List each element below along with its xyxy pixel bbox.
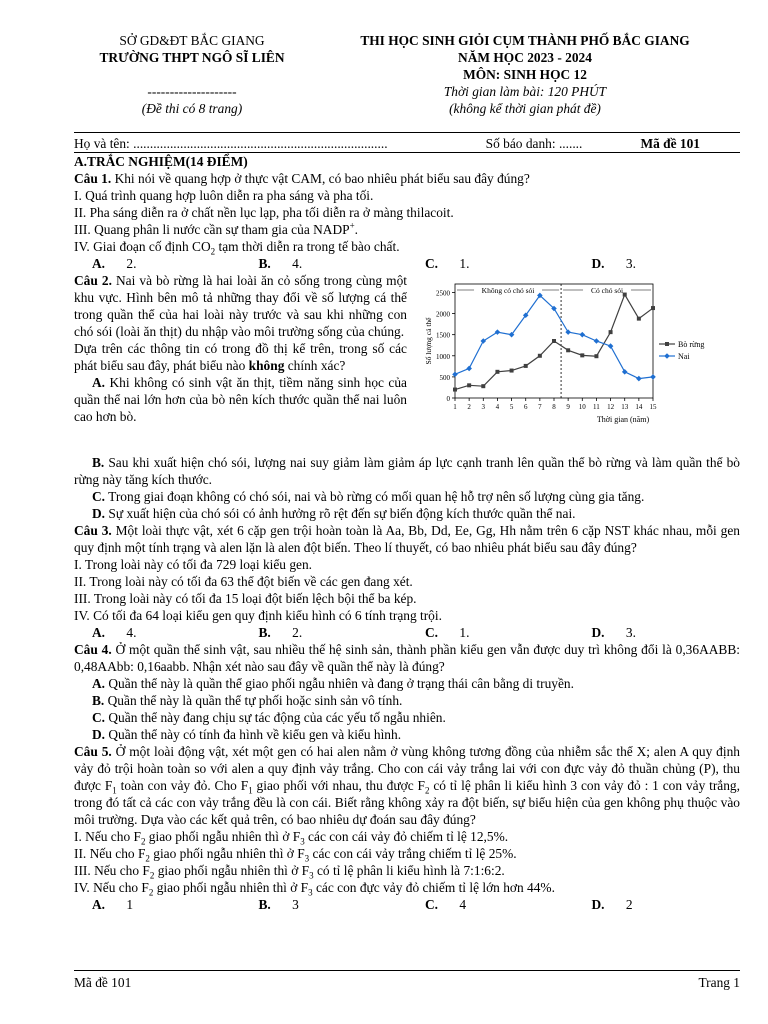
y-tick-label: 1500 (436, 331, 450, 340)
q5-sub: 2 (145, 853, 150, 864)
data-point (480, 338, 486, 344)
data-point (452, 372, 458, 378)
q4-opt-d[interactable] (74, 726, 740, 743)
data-point (467, 383, 471, 387)
opt-text: 3 (292, 897, 299, 912)
data-point (495, 329, 501, 335)
opt-letter: B. (258, 625, 271, 640)
x-tick-label: 8 (552, 403, 556, 411)
opt-letter: D. (591, 625, 605, 640)
opt-letter: B. (92, 455, 105, 470)
x-tick-label: 3 (481, 403, 486, 411)
opt-letter: B. (258, 256, 271, 271)
q5-s2-c: các con cái vảy trắng chiếm tỉ lệ 25%. (309, 846, 517, 861)
q2-question (74, 340, 407, 374)
q5-sub: 2 (424, 785, 430, 796)
sbd-field: Số báo danh: ....... (485, 136, 583, 151)
data-point (608, 343, 614, 349)
q1-opt-b[interactable] (241, 255, 408, 272)
school-name: TRƯỜNG THPT NGÔ SĨ LIÊN (99, 50, 285, 65)
opt-letter: B. (92, 693, 105, 708)
q3-s1: I. Trong loài này có tối đa 729 loại kiểu gen. (74, 557, 313, 572)
opt-text: 1 (126, 897, 134, 912)
period-label-wolf: Có chó sói (590, 286, 624, 295)
y-tick-label: 2500 (436, 289, 450, 298)
q3-s4: IV. Có tối đa 64 loại kiểu gen quy định kiểu hình có 6 tính trạng trội. (74, 608, 442, 623)
opt-text: Sau khi xuất hiện chó sói, lượng nai suy giảm làm giảm áp lực cạnh tranh lên quần thể bò rừng và làm quần thể bò rừng này tăng kích thước. (74, 455, 740, 487)
q5-opt-a[interactable] (74, 896, 241, 913)
data-point (453, 388, 457, 392)
q5-opt-d[interactable] (574, 896, 741, 913)
x-tick-label: 11 (593, 403, 600, 411)
q3-stem (74, 522, 740, 556)
opt-text: 4. (292, 256, 303, 271)
q5-s1-a: I. Nếu cho F (74, 829, 141, 844)
q1-opt-a[interactable] (74, 255, 241, 272)
period-label-no-wolf: Không có chó sói (481, 286, 535, 295)
opt-text: 4. (126, 625, 137, 640)
q5-s4-a: IV. Nếu cho F (74, 880, 149, 895)
q5-s3 (74, 862, 740, 879)
q2-text (74, 272, 407, 425)
q1-s1: I. Quá trình quang hợp luôn diễn ra pha sáng và pha tối. (74, 188, 374, 203)
opt-text: 4 (459, 897, 467, 912)
q3-s3: III. Trong loài này có tối đa 15 loại đột biến lệch bội thể ba kép. (74, 591, 417, 606)
q3-opt-a[interactable] (74, 624, 241, 641)
data-point (637, 317, 641, 321)
header-divider (74, 132, 740, 133)
data-point (524, 364, 528, 368)
opt-text: 2. (126, 256, 137, 271)
q5-s2 (74, 845, 740, 862)
divider-dashes: -------------------- (147, 84, 237, 99)
data-point (622, 369, 628, 375)
q5-s4 (74, 879, 740, 896)
exam-title: THI HỌC SINH GIỎI CỤM THÀNH PHỐ BẮC GIANG (360, 33, 690, 48)
q3-opt-d[interactable] (574, 624, 741, 641)
q2-stem (74, 272, 407, 340)
q1-s3-end: . (354, 222, 359, 237)
opt-letter: C. (92, 710, 106, 725)
school-block (74, 32, 310, 117)
data-point (594, 338, 600, 344)
opt-text: 3. (625, 625, 636, 640)
q5-opt-b[interactable] (241, 896, 408, 913)
data-point (651, 306, 655, 310)
opt-letter: C. (425, 897, 439, 912)
opt-text: Khi không có sinh vật ăn thịt, tiềm năng sinh học của quần thể nai lớn hơn của bò nên kích thước quần thể nai luôn cao hơn bò. (74, 375, 407, 424)
q5-sub: 1 (248, 785, 253, 796)
opt-text: Quần thể này là quần thể tự phối hoặc sinh sản vô tính. (107, 693, 403, 708)
x-axis-label: Thời gian (năm) (596, 415, 650, 424)
opt-letter: C. (425, 256, 439, 271)
q1-opt-c[interactable] (407, 255, 574, 272)
x-tick-label: 15 (649, 403, 657, 411)
school-year: NĂM HỌC 2023 - 2024 (458, 50, 592, 65)
x-tick-label: 4 (495, 403, 500, 411)
q5-sub: 2 (148, 887, 154, 898)
data-point (650, 374, 656, 380)
data-point (466, 366, 472, 372)
data-point (636, 376, 642, 382)
population-chart (419, 272, 739, 430)
q1-s4 (74, 238, 740, 255)
q5-s2-a: II. Nếu cho F (74, 846, 146, 861)
opt-letter: B. (258, 897, 271, 912)
q5-num: Câu 5. (74, 744, 112, 759)
y-tick-label: 500 (439, 373, 450, 382)
opt-letter: A. (92, 676, 106, 691)
data-point (495, 370, 499, 374)
q5-sub: 3 (309, 870, 314, 881)
subject: MÔN: SINH HỌC 12 (463, 67, 587, 82)
q5-s2-b: giao phối ngẫu nhiên thì ở F (149, 846, 305, 861)
y-tick-label: 1000 (436, 352, 450, 361)
opt-letter: D. (591, 897, 605, 912)
q3-opt-b[interactable] (241, 624, 408, 641)
opt-text: 3. (625, 256, 636, 271)
opt-text: Trong giai đoạn không có chó sói, nai và bò rừng có mối quan hệ hỗ trợ nên số lượng cùng gia tăng. (108, 489, 645, 504)
q5-stem-1: Ở một loài động vật, xét một gen có hai alen nằm ở vùng không tương đồng của nhiễm sắc thể X; alen A quy định vảy đỏ trội hoàn toàn so với alen a quy định vảy trắng. Cho con cái vảy trắng lai với con đực vảy đỏ thuần chủng (P), thu được F (74, 744, 740, 793)
q3-stem-text: Một loài thực vật, xét 6 cặp gen trội hoàn toàn là Aa, Bb, Dd, Ee, Gg, Hh nằm trên 6 cặp NST khác nhau, mỗi gen quy định một tính trạng và alen lặn là alen đột biến. Theo lí thuyết, có bao nhiêu phát biểu sau đây đúng? (74, 523, 740, 555)
x-tick-label: 1 (453, 403, 457, 411)
q2-opt-b[interactable] (74, 454, 740, 488)
x-tick-label: 10 (578, 403, 586, 411)
q5-options (74, 896, 740, 913)
legend-label: Nai (678, 352, 690, 361)
x-tick-label: 13 (621, 403, 629, 411)
exam-code: Mã đề 101 (640, 136, 700, 151)
y-axis-label: Số lượng cá thể (424, 317, 433, 365)
q5-sub: 1 (112, 785, 117, 796)
opt-text: 2. (292, 625, 303, 640)
opt-letter: A. (92, 256, 106, 271)
legend-marker (664, 353, 670, 359)
opt-text: Sự xuất hiện của chó sói có ảnh hưởng rõ rệt đến sự biến động kích thước quần thể nai. (108, 506, 576, 521)
exam-block (310, 32, 740, 117)
data-point (565, 329, 571, 335)
q5-sub: 2 (149, 870, 155, 881)
q2-stem-text: Nai và bò rừng là hai loài ăn cỏ sống trong cùng một khu vực. Hình bên mô tả những thay đổi về số lượng cá thể trong quần thể của hai loài này trước và sau khi những con chó sói (loài ăn thịt) du nhập vào môi trường sống của chúng. (74, 273, 407, 339)
data-point (594, 354, 598, 358)
q5-sub: 3 (300, 836, 305, 847)
q2-question-bold: không (248, 358, 285, 373)
x-tick-label: 6 (523, 403, 528, 411)
opt-text: Quần thể này là quần thể giao phối ngẫu nhiên và đang ở trạng thái cân bằng di truyền. (108, 676, 574, 691)
footer-code: Mã đề 101 (74, 975, 132, 990)
q4-stem-text: Ở một quần thể sinh vật, sau nhiều thế hệ sinh sản, thành phần kiểu gen vẫn được duy trì không đổi là 0,36AABB: 0,48AAbb: 0,16aabb. Nhận xét nào sau đây về quần thể này là đúng? (74, 642, 740, 674)
opt-text: Quần thể này đang chịu sự tác động của các yếu tố ngẫu nhiên. (108, 710, 446, 725)
x-tick-label: 14 (635, 403, 643, 411)
q1-options (74, 255, 740, 272)
q4-opt-b[interactable] (74, 692, 740, 709)
q5-s4-b: giao phối ngẫu nhiên thì ở F (153, 880, 309, 895)
opt-text: 1. (459, 625, 470, 640)
opt-text: 2 (625, 897, 633, 912)
data-point (609, 330, 613, 334)
q5-s1-b: giao phối ngẫu nhiên thì ở F (145, 829, 301, 844)
q2-block (74, 272, 740, 454)
q5-sub: 3 (308, 887, 313, 898)
q5-s3-b: giao phối ngẫu nhiên thì ở F (154, 863, 310, 878)
legend-label: Bò rừng (678, 340, 705, 349)
q4-opt-c[interactable] (74, 709, 740, 726)
page-footer (74, 970, 740, 991)
exam-header (74, 32, 740, 117)
data-point (481, 384, 485, 388)
exam-page (74, 32, 740, 913)
department: SỞ GD&ĐT BẮC GIANG (119, 33, 265, 48)
q5-stem-3: giao phối với nhau, thu được F (252, 778, 425, 793)
opt-letter: D. (92, 506, 106, 521)
opt-text: Quần thể này có tính đa hình về kiểu gen và kiểu hình. (108, 727, 402, 742)
y-tick-label: 2000 (436, 310, 450, 319)
data-point (510, 369, 514, 373)
x-tick-label: 9 (566, 403, 570, 411)
legend-marker (665, 342, 669, 346)
data-point (552, 339, 556, 343)
q4-stem (74, 641, 740, 675)
opt-letter: A. (92, 625, 106, 640)
q5-sub: 3 (304, 853, 310, 864)
q5-opt-c[interactable] (407, 896, 574, 913)
opt-text: 1. (459, 256, 470, 271)
x-tick-label: 7 (538, 403, 542, 411)
q1-num: Câu 1. (74, 171, 112, 186)
y-tick-label: 0 (446, 395, 450, 403)
q3-opt-c[interactable] (407, 624, 574, 641)
q1-stem (74, 170, 740, 187)
q1-s4-text: IV. Giai đoạn cố định CO (74, 239, 211, 254)
q2-question-b: chính xác? (284, 358, 346, 373)
q1-s4-end: tạm thời diễn ra trong tế bào chất. (215, 239, 400, 254)
data-point (566, 348, 570, 352)
q5-s3-c: có tỉ lệ phân li kiểu hình là 7:1:6:2. (313, 863, 505, 878)
section-title: A.TRẮC NGHIỆM(14 ĐIỂM) (74, 154, 248, 169)
pages-note: (Đề thi có 8 trang) (141, 101, 243, 116)
q1-s4-sub: 2 (210, 246, 216, 257)
data-point (580, 353, 584, 357)
q1-opt-d[interactable] (574, 255, 741, 272)
q5-s3-a: III. Nếu cho F (74, 863, 150, 878)
opt-letter: C. (92, 489, 106, 504)
q1-stem-text: Khi nói về quang hợp ở thực vật CAM, có bao nhiêu phát biểu sau đây đúng? (111, 171, 530, 186)
population-chart-svg (419, 272, 739, 430)
opt-letter: D. (591, 256, 605, 271)
x-tick-label: 12 (607, 403, 615, 411)
q5-s4-c: các con đực vảy đỏ chiếm tỉ lệ lớn hơn 44%. (312, 880, 555, 895)
q1-s2: II. Pha sáng diễn ra ở chất nền lục lạp, pha tối diễn ra ở màng thilacoit. (74, 205, 454, 220)
x-tick-label: 5 (509, 403, 514, 411)
q1-s3-text: III. Quang phân li nước cần sự tham gia của NADP (74, 222, 350, 237)
time-limit: Thời gian làm bài: 120 PHÚT (443, 84, 607, 99)
q5-s1 (74, 828, 740, 845)
student-info (74, 135, 740, 152)
q2-opt-d[interactable] (74, 505, 740, 522)
x-tick-label: 2 (467, 403, 471, 411)
name-field: Họ và tên: ............................................................................ (74, 136, 388, 151)
q5-s1-c: các con cái vảy đỏ chiếm tỉ lệ 12,5%. (304, 829, 509, 844)
q4-opt-a[interactable] (74, 675, 740, 692)
data-point (623, 293, 627, 297)
q2-opt-c[interactable] (74, 488, 740, 505)
footer-page: Trang 1 (698, 975, 740, 990)
q5-stem-4: có tỉ lệ phân li kiểu hình 3 con vảy đỏ : 1 con vảy trắng, trong đó tất cả các con vảy trắng đều là con cái. Biết rằng không xảy ra đột biến, sự biểu hiện của gen không phụ thuộc vào môi trường. Dựa vào các kết quả trên, có bao nhiêu dự đoán sau đây đúng? (74, 778, 740, 827)
opt-letter: A. (92, 897, 106, 912)
q3-s2: II. Trong loài này có tối đa 63 thể đột biến về các gen đang xét. (74, 574, 413, 589)
q5-stem-2: toàn con vảy đỏ. Cho F (116, 778, 249, 793)
q2-question-a: Dựa trên các thông tin có trong đồ thị kể trên, trong số các phát biểu sau đây, phát biểu nào (74, 341, 407, 373)
time-note: (không kể thời gian phát đề) (449, 101, 601, 116)
q3-options (74, 624, 740, 641)
opt-letter: A. (92, 375, 106, 390)
q3-num: Câu 3. (74, 523, 112, 538)
data-point (579, 332, 585, 338)
q5-stem (74, 743, 740, 828)
data-point (538, 354, 542, 358)
q5-sub: 2 (140, 836, 146, 847)
q2-num: Câu 2. (74, 273, 112, 288)
q1-s3-sup: + (349, 220, 355, 231)
q2-opt-a[interactable] (74, 374, 407, 425)
q1-s3 (74, 221, 740, 238)
q4-num: Câu 4. (74, 642, 112, 657)
opt-letter: C. (425, 625, 439, 640)
opt-letter: D. (92, 727, 106, 742)
